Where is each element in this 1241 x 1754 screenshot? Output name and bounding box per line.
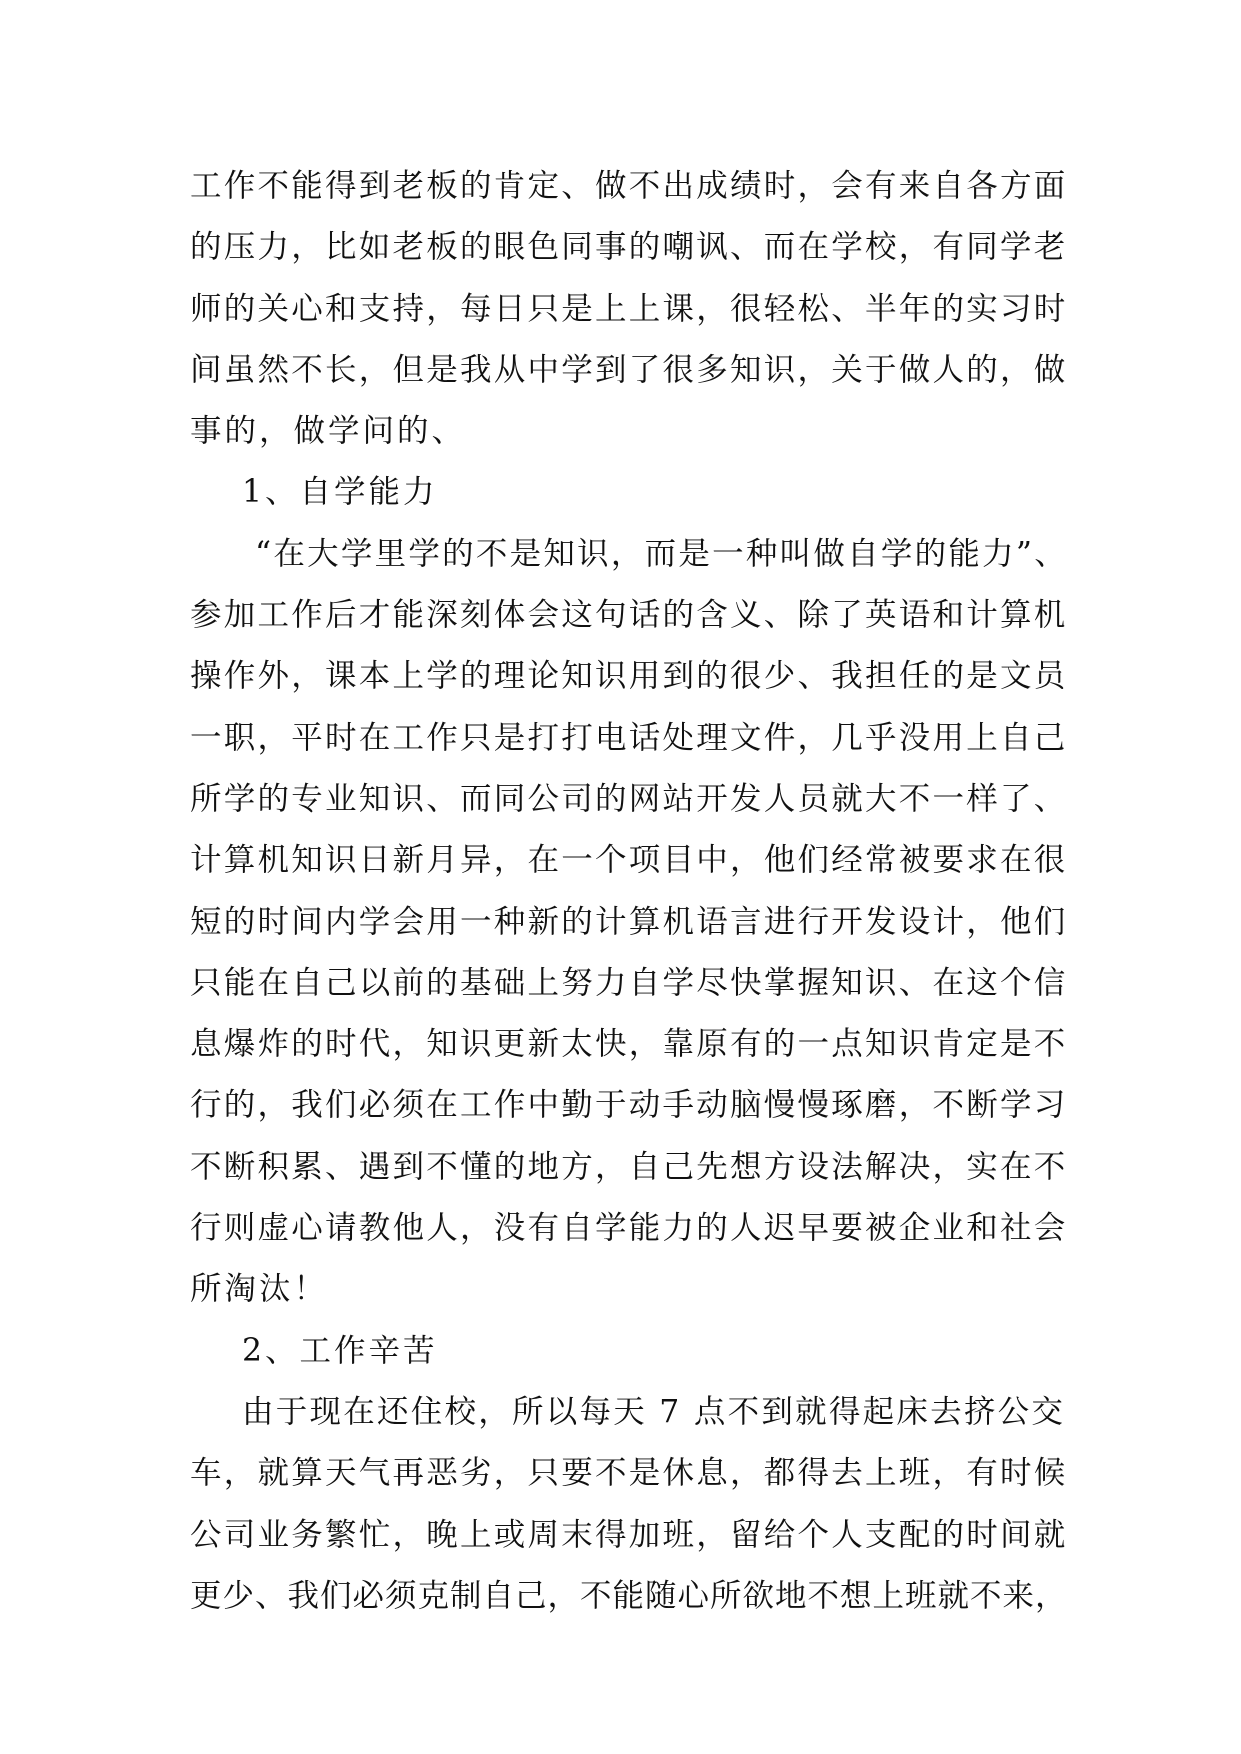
section-heading: 1、自学能力 <box>242 474 438 511</box>
text-line: 息爆炸的时代，知识更新太快，靠原有的一点知识肯定是不 <box>190 1026 1068 1063</box>
text-line: 的压力，比如老板的眼色同事的嘲讽、而在学校，有同学老 <box>190 229 1068 266</box>
text-line: 操作外，课本上学的理论知识用到的很少、我担任的是文员 <box>190 658 1068 695</box>
text-line: 一职，平时在工作只是打打电话处理文件，几乎没用上自己 <box>190 719 1068 756</box>
text-line: 不断积累、遇到不懂的地方，自己先想方设法解决，实在不 <box>190 1148 1068 1185</box>
text-line: 师的关心和支持，每日只是上上课，很轻松、半年的实习时 <box>190 290 1068 327</box>
text-line: 所淘汰！ <box>190 1271 329 1308</box>
text-line: 事的，做学问的、 <box>190 413 467 450</box>
text-line: 所学的专业知识、而同公司的网站开发人员就大不一样了、 <box>190 780 1068 817</box>
text-line: 参加工作后才能深刻体会这句话的含义、除了英语和计算机 <box>190 597 1068 634</box>
text-line: 行则虚心请教他人，没有自学能力的人迟早要被企业和社会 <box>190 1210 1068 1247</box>
text-line: 更少、我们必须克制自己，不能随心所欲地不想上班就不来， <box>190 1577 1068 1614</box>
text-line: 车，就算天气再恶劣，只要不是休息，都得去上班，有时候 <box>190 1455 1068 1492</box>
text-line: 计算机知识日新月异，在一个项目中，他们经常被要求在很 <box>190 842 1068 879</box>
text-line: 由于现在还住校，所以每天 7 点不到就得起床去挤公交 <box>242 1393 1066 1430</box>
document-body <box>190 156 1070 1627</box>
text-line: 短的时间内学会用一种新的计算机语言进行开发设计，他们 <box>190 903 1068 940</box>
text-line: 公司业务繁忙，晚上或周末得加班，留给个人支配的时间就 <box>190 1516 1068 1553</box>
text-line: 间虽然不长，但是我从中学到了很多知识，关于做人的，做 <box>190 351 1068 388</box>
text-line: 工作不能得到老板的肯定、做不出成绩时，会有来自各方面 <box>190 168 1068 204</box>
section-heading: 2、工作辛苦 <box>242 1332 438 1369</box>
text-line: 行的，我们必须在工作中勤于动手动脑慢慢琢磨，不断学习 <box>190 1087 1068 1124</box>
text-line: “在大学里学的不是知识，而是一种叫做自学的能力”、 <box>255 535 1068 572</box>
text-line: 只能在自己以前的基础上努力自学尽快掌握知识、在这个信 <box>190 964 1068 1001</box>
